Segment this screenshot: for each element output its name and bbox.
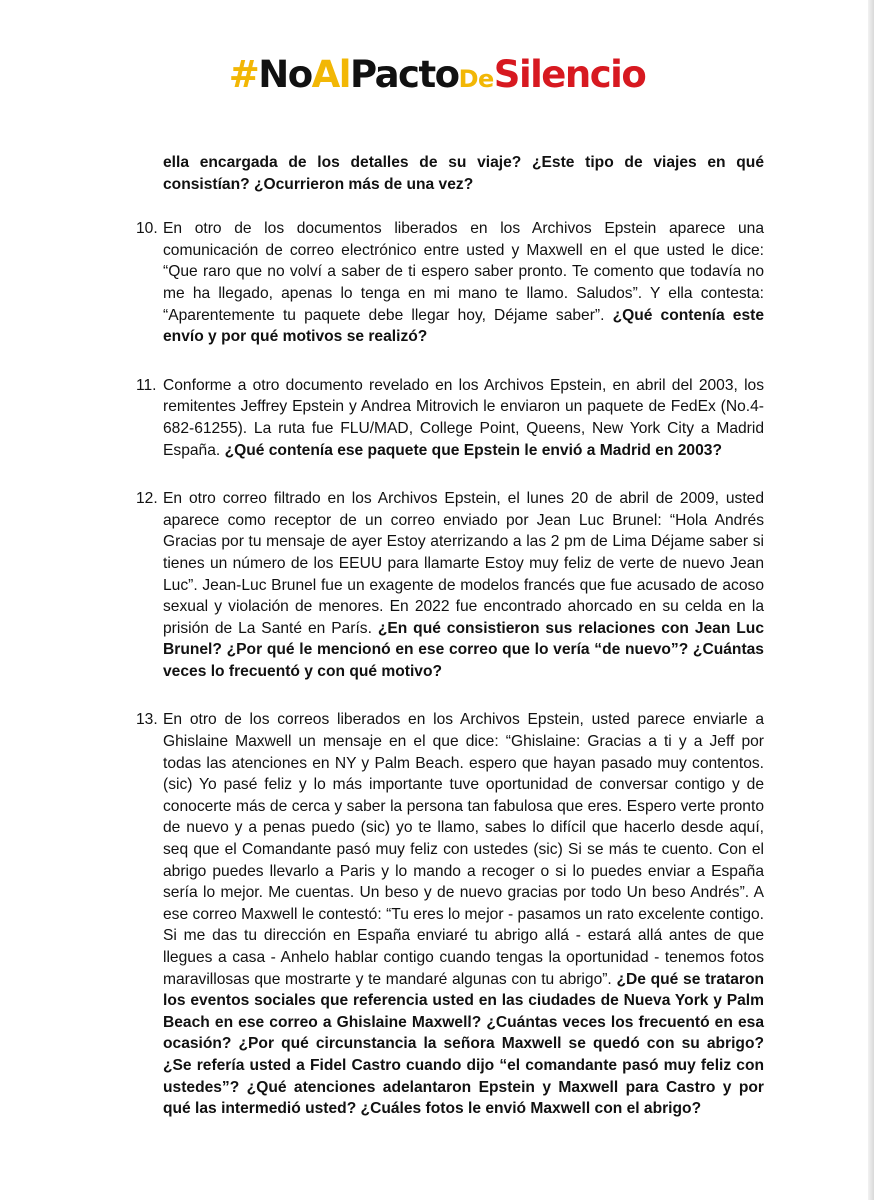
logo-de: De — [458, 65, 494, 93]
no-al-pacto-de-silencio-logo — [0, 50, 874, 104]
item-number: 10. — [136, 220, 158, 238]
item-question: ¿En qué consistieron sus relaciones con Jean Luc Brunel? ¿Por qué le mencionó en ese correo que lo vería “de nuevo”? ¿Cuántas veces lo frecuentó y con qué motivo? — [163, 619, 764, 680]
document-body — [136, 152, 764, 1147]
item-text: En otro correo filtrado en los Archivos Epstein, el lunes 20 de abril de 2009, usted aparece como receptor de un correo enviado por Jean Luc Brunel: “Hola Andrés Gracias por tu mensaje de ayer Estoy aterrizando a las 2 pm de Lima Déjame saber si tienes un número de los EEUU para llamarte Estoy muy feliz de verte de nuevo Jean Luc”. Jean-Luc Brunel fue un exagente de modelos francés que fue acusado de acoso sexual y violación de menores. En 2022 fue encontrado ahorcado en su celda en la prisión de La Santé en París. — [163, 490, 764, 637]
item-number: 11. — [136, 376, 157, 394]
logo-silencio: Silencio — [493, 53, 646, 96]
logo-hash: # — [228, 53, 259, 96]
logo-pacto: Pacto — [349, 53, 459, 96]
continued-question: ella encargada de los detalles de su viaje? ¿Este tipo de viajes en qué consistían? ¿Ocurrieron más de una vez? — [163, 154, 764, 193]
item-text: En otro de los correos liberados en los Archivos Epstein, usted parece enviarle a Ghislaine Maxwell un mensaje en el que dice: “Ghislaine: Gracias a ti y a Jeff por todas las atenciones en NY y Palm Beach. espero que hayan pasado muy contentos. (sic) Yo pasé feliz y lo más importante tuve oportunidad de conversar contigo y de conocerte más de cerca y saber la persona tan fabulosa que eres. Espero verte pronto de nuevo y a penas puedo (sic) yo te llamo, sabes lo difícil que hacerlo desde aquí, seq que el Comandante pasó muy feliz con ustedes (sic) Si se más te cuento. Con el abrigo puedes llevarlo a Paris y lo mando a recoger o si lo puedes enviar a España sería lo mejor. Me cuentas. Un beso y de nuevo gracias por todo Un beso Andrés”. A ese correo Maxwell le contestó: “Tu eres lo mejor - pasamos un rato excelente contigo. Si me das tu dirección en España enviaré tu abrigo allá - estará allá antes de que llegues a casa - Anhelo hablar contigo cuando tengas la oportunidad - tenemos fotos maravillosas que mostrarte y te mandaré algunas con tu abrigo”. — [163, 711, 764, 988]
list-item-11 — [136, 375, 764, 461]
item-question: ¿De qué se trataron los eventos sociales que referencia usted en las ciudades de Nueva York y Palm Beach en ese correo a Ghislaine Maxwell? ¿Cuántas veces los frecuentó en esa ocasión? ¿Por qué circunstancia la señora Maxwell se quedó con su abrigo? ¿Se refería usted a Fidel Castro cuando dijo “el comandante pasó muy feliz con ustedes”? ¿Qué atenciones adelantaron Epstein y Maxwell para Castro y por qué las intermedió usted? ¿Cuáles fotos le envió Maxwell con el abrigo? — [163, 970, 764, 1118]
list-item-10 — [136, 218, 764, 348]
item-number: 12. — [136, 490, 158, 508]
item-question: ¿Qué contenía este envío y por qué motivos se realizó? — [163, 306, 764, 346]
list-item-13 — [136, 709, 764, 1119]
item-text: Conforme a otro documento revelado en los Archivos Epstein, en abril del 2003, los remitentes Jeffrey Epstein y Andrea Mitrovich le enviaron un paquete de FedEx (No.4-682-61255). La ruta fue FLU/MAD, College Point, Queens, New York City a Madrid España. — [163, 376, 764, 459]
logo-no: No — [258, 53, 312, 96]
item-text: En otro de los documentos liberados en los Archivos Epstein aparece una comunicación de correo electrónico entre usted y Maxwell en el que usted le dice: “Que raro que no volví a saber de ti espero saber pronto. Te comento que todavía no me ha llegado, apenas lo tenga en mi mano te llamo. Saludos”. Y ella contesta: “Aparentemente tu paquete debe llegar hoy, Déjame saber”. — [163, 220, 764, 324]
item-question: ¿Qué contenía ese paquete que Epstein le envió a Madrid en 2003? — [224, 441, 722, 459]
logo-al: Al — [311, 53, 350, 96]
item-number: 13. — [136, 711, 158, 729]
list-item-12 — [136, 488, 764, 682]
page-edge-shadow — [868, 0, 874, 1200]
